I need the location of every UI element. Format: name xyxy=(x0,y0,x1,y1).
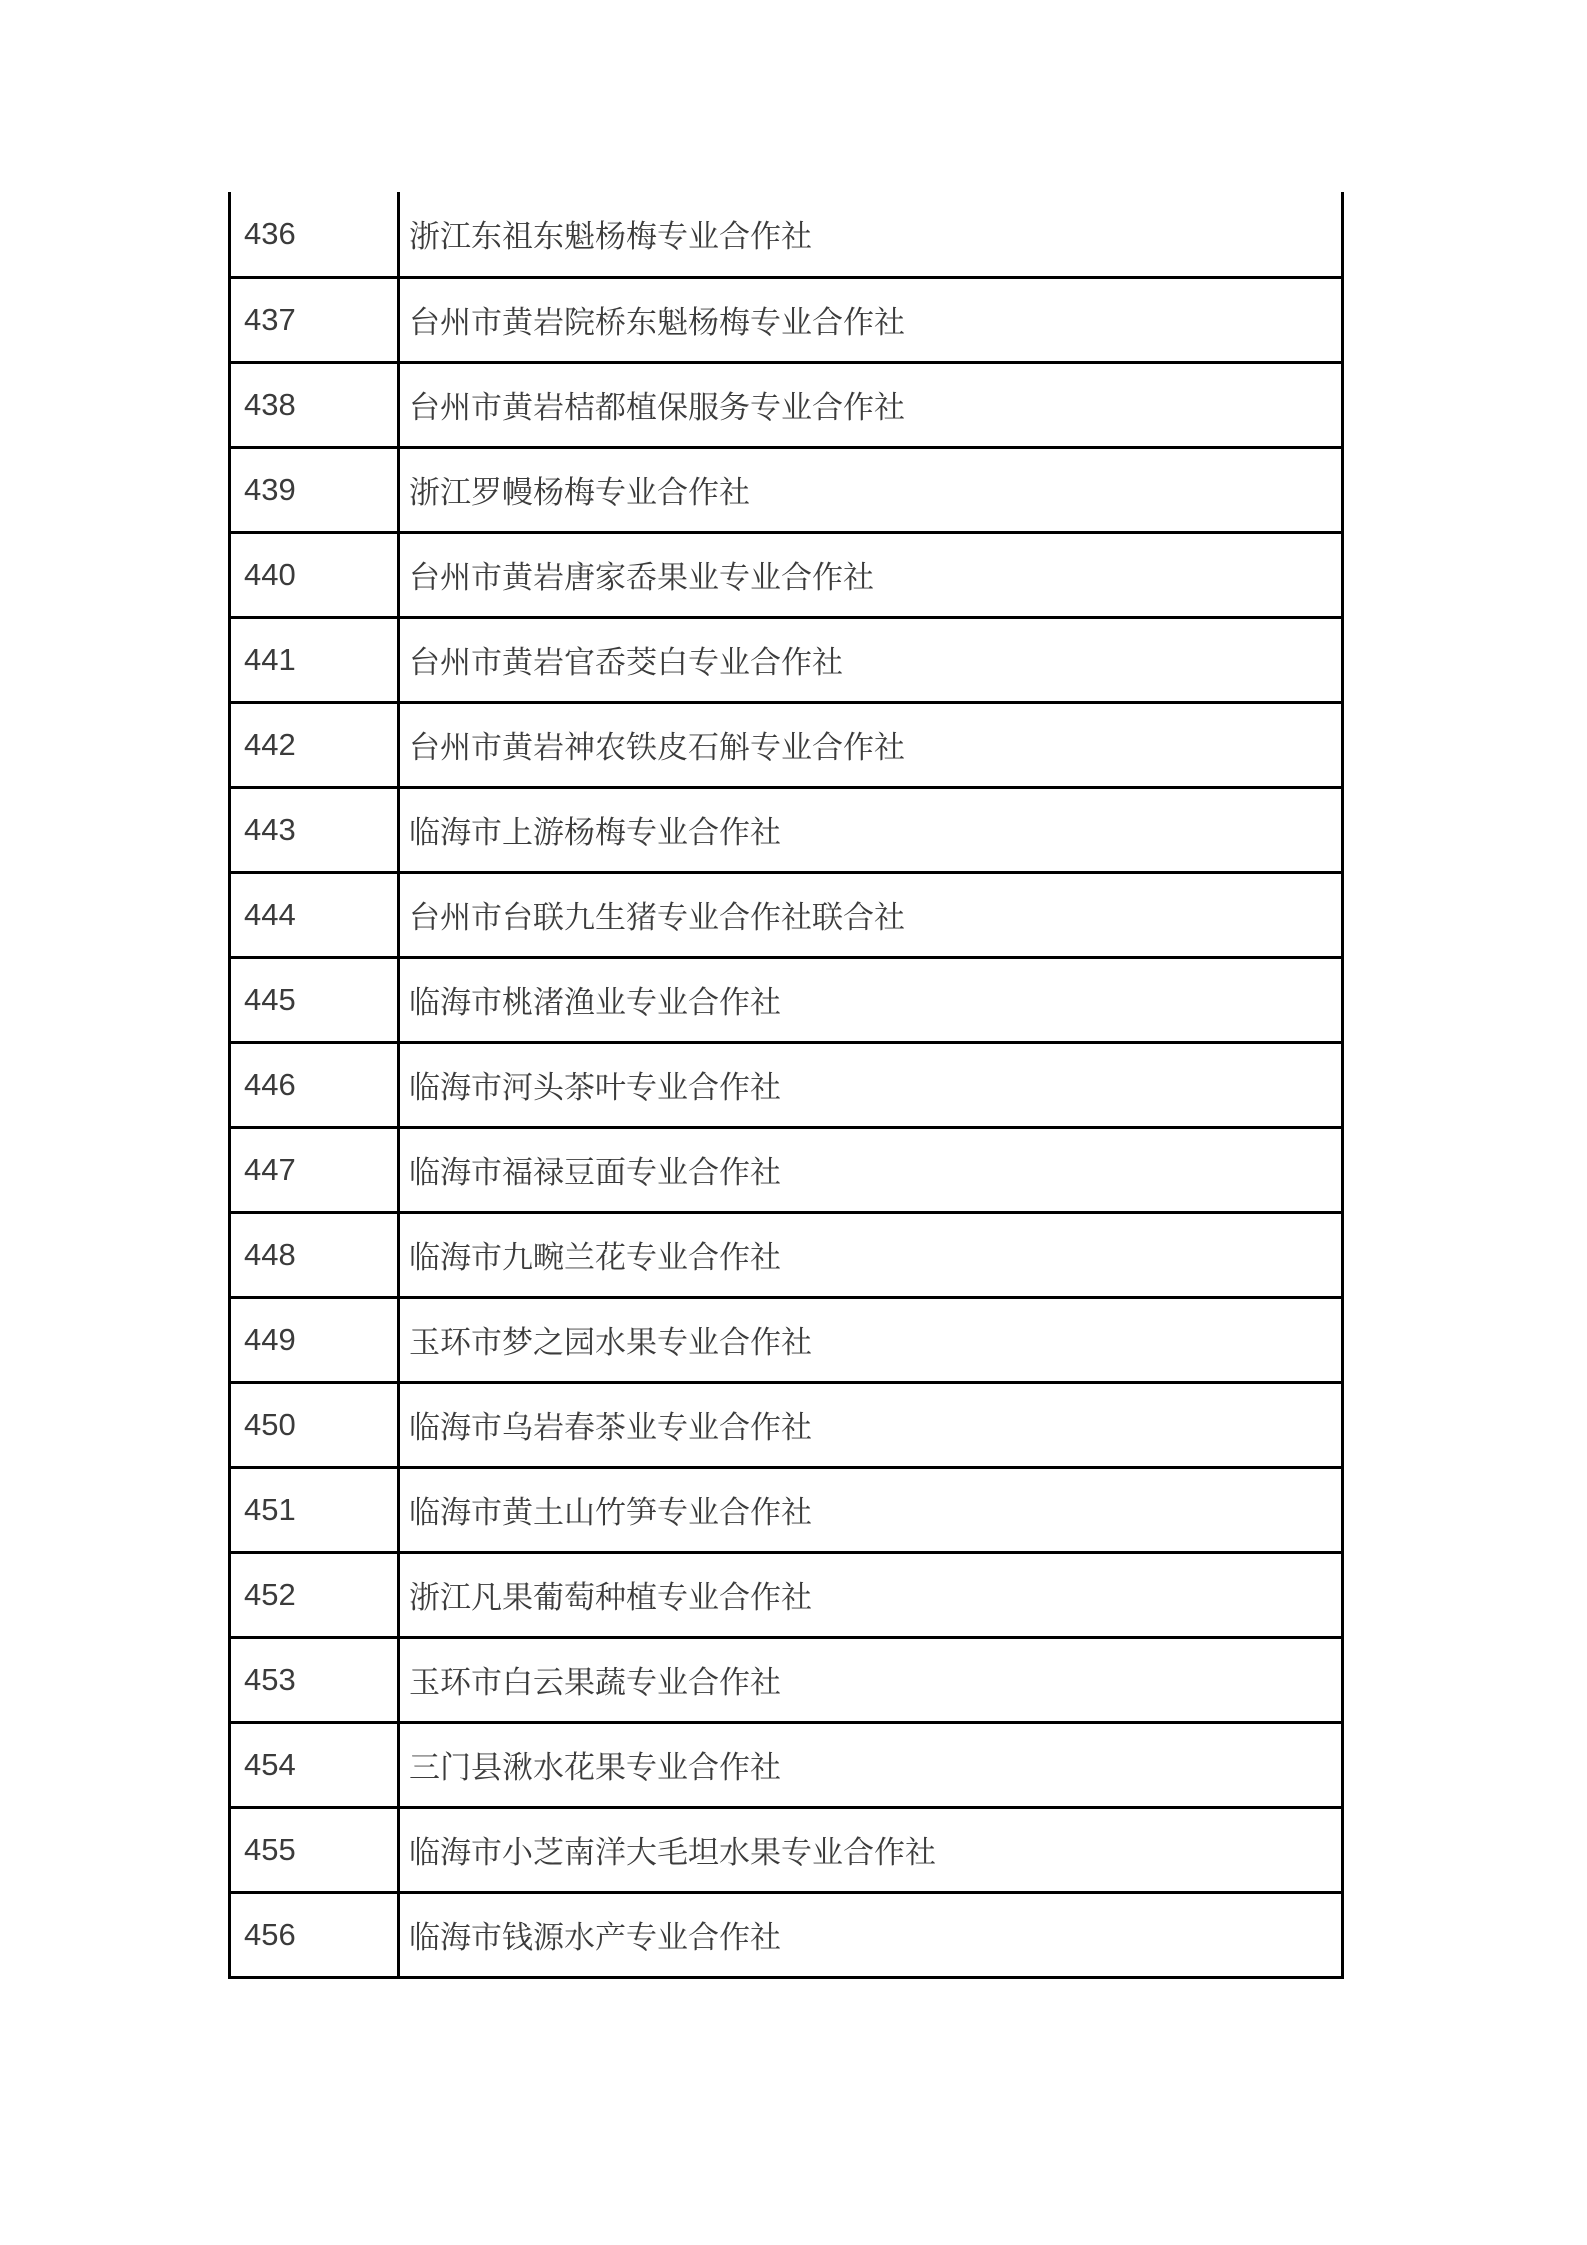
table-row xyxy=(230,192,1343,277)
row-cooperative-name: 台州市黄岩院桥东魁杨梅专业合作社 xyxy=(399,277,1343,362)
row-number: 447 xyxy=(230,1127,399,1212)
row-cooperative-name: 台州市台联九生猪专业合作社联合社 xyxy=(399,872,1343,957)
row-number: 444 xyxy=(230,872,399,957)
row-cooperative-name: 浙江罗幔杨梅专业合作社 xyxy=(399,447,1343,532)
table-row xyxy=(230,1127,1343,1212)
table-row xyxy=(230,1807,1343,1892)
table-row xyxy=(230,787,1343,872)
row-number: 439 xyxy=(230,447,399,532)
table-row xyxy=(230,1637,1343,1722)
row-cooperative-name: 浙江凡果葡萄种植专业合作社 xyxy=(399,1552,1343,1637)
row-number: 438 xyxy=(230,362,399,447)
table-row xyxy=(230,872,1343,957)
row-number: 442 xyxy=(230,702,399,787)
table-row xyxy=(230,1892,1343,1977)
row-cooperative-name: 临海市九畹兰花专业合作社 xyxy=(399,1212,1343,1297)
table-row xyxy=(230,957,1343,1042)
row-number: 452 xyxy=(230,1552,399,1637)
table-row xyxy=(230,362,1343,447)
table-row xyxy=(230,617,1343,702)
row-number: 449 xyxy=(230,1297,399,1382)
row-cooperative-name: 临海市钱源水产专业合作社 xyxy=(399,1892,1343,1977)
table-row xyxy=(230,1042,1343,1127)
row-number: 448 xyxy=(230,1212,399,1297)
row-cooperative-name: 玉环市白云果蔬专业合作社 xyxy=(399,1637,1343,1722)
row-number: 445 xyxy=(230,957,399,1042)
row-number: 450 xyxy=(230,1382,399,1467)
row-number: 453 xyxy=(230,1637,399,1722)
table-row xyxy=(230,702,1343,787)
table-row xyxy=(230,1212,1343,1297)
table-row xyxy=(230,1552,1343,1637)
row-number: 440 xyxy=(230,532,399,617)
row-cooperative-name: 三门县湫水花果专业合作社 xyxy=(399,1722,1343,1807)
row-cooperative-name: 临海市上游杨梅专业合作社 xyxy=(399,787,1343,872)
row-cooperative-name: 临海市福禄豆面专业合作社 xyxy=(399,1127,1343,1212)
cooperative-table-body xyxy=(230,192,1343,1977)
row-cooperative-name: 台州市黄岩神农铁皮石斛专业合作社 xyxy=(399,702,1343,787)
row-number: 454 xyxy=(230,1722,399,1807)
row-number: 436 xyxy=(230,192,399,277)
row-cooperative-name: 临海市桃渚渔业专业合作社 xyxy=(399,957,1343,1042)
table-row xyxy=(230,277,1343,362)
row-number: 441 xyxy=(230,617,399,702)
row-cooperative-name: 玉环市梦之园水果专业合作社 xyxy=(399,1297,1343,1382)
row-cooperative-name: 临海市乌岩春茶业专业合作社 xyxy=(399,1382,1343,1467)
row-cooperative-name: 浙江东祖东魁杨梅专业合作社 xyxy=(399,192,1343,277)
table-row xyxy=(230,1722,1343,1807)
table-row xyxy=(230,1297,1343,1382)
row-cooperative-name: 台州市黄岩唐家岙果业专业合作社 xyxy=(399,532,1343,617)
row-cooperative-name: 临海市小芝南洋大毛坦水果专业合作社 xyxy=(399,1807,1343,1892)
table-row xyxy=(230,1382,1343,1467)
row-number: 437 xyxy=(230,277,399,362)
table-row xyxy=(230,532,1343,617)
row-number: 456 xyxy=(230,1892,399,1977)
row-cooperative-name: 临海市河头茶叶专业合作社 xyxy=(399,1042,1343,1127)
row-number: 443 xyxy=(230,787,399,872)
table-row xyxy=(230,1467,1343,1552)
cooperative-list-table xyxy=(228,192,1344,1979)
row-number: 451 xyxy=(230,1467,399,1552)
row-cooperative-name: 台州市黄岩官岙茭白专业合作社 xyxy=(399,617,1343,702)
row-number: 446 xyxy=(230,1042,399,1127)
table-row xyxy=(230,447,1343,532)
row-number: 455 xyxy=(230,1807,399,1892)
row-cooperative-name: 台州市黄岩桔都植保服务专业合作社 xyxy=(399,362,1343,447)
row-cooperative-name: 临海市黄土山竹笋专业合作社 xyxy=(399,1467,1343,1552)
